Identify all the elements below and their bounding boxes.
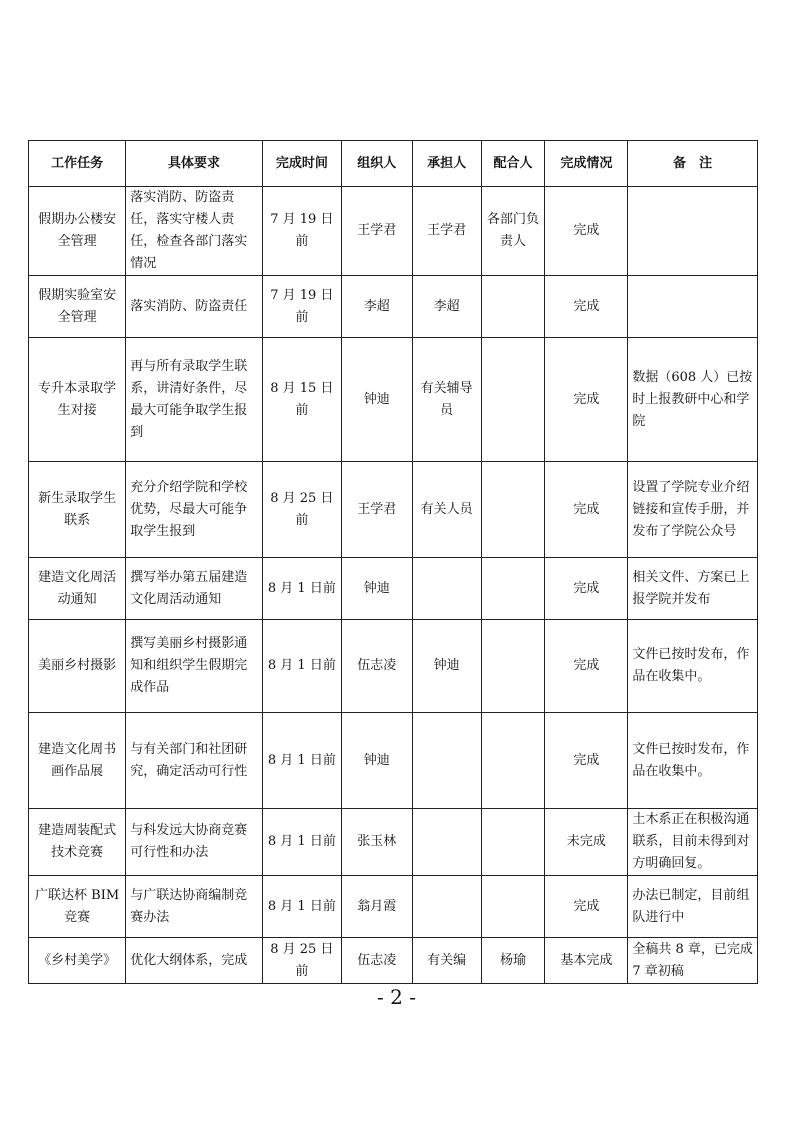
cell-remarks: 文件已按时发布，作品在收集中。 xyxy=(628,620,758,713)
cell-deadline: 8 月 25 日前 xyxy=(262,938,341,984)
table-row xyxy=(29,462,758,558)
cell-deadline: 8 月 1 日前 xyxy=(262,620,341,713)
header-cooperator: 配合人 xyxy=(481,141,545,187)
cell-organizer: 钟迪 xyxy=(341,713,412,809)
cell-deadline: 8 月 1 日前 xyxy=(262,558,341,620)
header-organizer: 组织人 xyxy=(341,141,412,187)
cell-remarks xyxy=(628,187,758,276)
header-requirement: 具体要求 xyxy=(126,141,263,187)
cell-remarks: 数据（608 人）已按时上报教研中心和学院 xyxy=(628,338,758,462)
table-row xyxy=(29,713,758,809)
cell-status: 完成 xyxy=(545,187,628,276)
table-row xyxy=(29,620,758,713)
cell-cooperator xyxy=(481,620,545,713)
cell-undertaker xyxy=(412,558,481,620)
cell-cooperator xyxy=(481,276,545,338)
cell-requirement: 与广联达协商编制竞赛办法 xyxy=(126,876,263,938)
cell-remarks xyxy=(628,276,758,338)
cell-organizer: 张玉林 xyxy=(341,809,412,876)
cell-requirement: 落实消防、防盗责任，落实守楼人责任，检查各部门落实情况 xyxy=(126,187,263,276)
cell-task: 《乡村美学》 xyxy=(29,938,126,984)
cell-organizer: 钟迪 xyxy=(341,558,412,620)
cell-requirement: 充分介绍学院和学校优势，尽最大可能争取学生报到 xyxy=(126,462,263,558)
header-deadline: 完成时间 xyxy=(262,141,341,187)
cell-cooperator xyxy=(481,558,545,620)
cell-cooperator xyxy=(481,462,545,558)
header-remarks: 备 注 xyxy=(628,141,758,187)
cell-organizer: 伍志凌 xyxy=(341,938,412,984)
cell-deadline: 8 月 1 日前 xyxy=(262,809,341,876)
cell-task: 专升本录取学生对接 xyxy=(29,338,126,462)
cell-requirement: 落实消防、防盗责任 xyxy=(126,276,263,338)
table-row xyxy=(29,187,758,276)
cell-requirement: 优化大纲体系，完成 xyxy=(126,938,263,984)
table-row xyxy=(29,938,758,984)
table-row xyxy=(29,558,758,620)
cell-requirement: 再与所有录取学生联系，讲清好条件，尽最大可能争取学生报到 xyxy=(126,338,263,462)
cell-task: 新生录取学生联系 xyxy=(29,462,126,558)
cell-task: 建造文化周书画作品展 xyxy=(29,713,126,809)
cell-remarks: 文件已按时发布，作品在收集中。 xyxy=(628,713,758,809)
header-status: 完成情况 xyxy=(545,141,628,187)
cell-undertaker: 有关编 xyxy=(412,938,481,984)
cell-task: 建造周装配式技术竞赛 xyxy=(29,809,126,876)
cell-undertaker: 钟迪 xyxy=(412,620,481,713)
cell-task: 美丽乡村摄影 xyxy=(29,620,126,713)
cell-status: 完成 xyxy=(545,462,628,558)
cell-undertaker xyxy=(412,713,481,809)
cell-remarks: 相关文件、方案已上报学院并发布 xyxy=(628,558,758,620)
cell-undertaker xyxy=(412,876,481,938)
cell-status: 基本完成 xyxy=(545,938,628,984)
cell-status: 完成 xyxy=(545,876,628,938)
cell-deadline: 8 月 1 日前 xyxy=(262,713,341,809)
cell-undertaker xyxy=(412,809,481,876)
cell-remarks: 土木系正在积极沟通联系，目前未得到对方明确回复。 xyxy=(628,809,758,876)
cell-requirement: 与有关部门和社团研究，确定活动可行性 xyxy=(126,713,263,809)
cell-requirement: 与科发远大协商竞赛可行性和办法 xyxy=(126,809,263,876)
cell-organizer: 钟迪 xyxy=(341,338,412,462)
table-header-row xyxy=(29,141,758,187)
cell-requirement: 撰写举办第五届建造文化周活动通知 xyxy=(126,558,263,620)
header-task: 工作任务 xyxy=(29,141,126,187)
table-row xyxy=(29,338,758,462)
cell-remarks: 设置了学院专业介绍链接和宣传手册，并发布了学院公众号 xyxy=(628,462,758,558)
cell-task: 假期实验室安全管理 xyxy=(29,276,126,338)
table-row xyxy=(29,876,758,938)
cell-task: 假期办公楼安全管理 xyxy=(29,187,126,276)
cell-organizer: 李超 xyxy=(341,276,412,338)
cell-cooperator xyxy=(481,338,545,462)
cell-undertaker: 王学君 xyxy=(412,187,481,276)
cell-cooperator: 各部门负责人 xyxy=(481,187,545,276)
header-undertaker: 承担人 xyxy=(412,141,481,187)
cell-organizer: 伍志凌 xyxy=(341,620,412,713)
cell-task: 广联达杯 BIM 竞赛 xyxy=(29,876,126,938)
page-number: - 2 - xyxy=(377,985,416,1009)
cell-status: 完成 xyxy=(545,338,628,462)
work-task-table xyxy=(28,140,758,984)
cell-deadline: 7 月 19 日前 xyxy=(262,187,341,276)
cell-requirement: 撰写美丽乡村摄影通知和组织学生假期完成作品 xyxy=(126,620,263,713)
table-row xyxy=(29,809,758,876)
cell-status: 完成 xyxy=(545,558,628,620)
cell-cooperator xyxy=(481,876,545,938)
cell-cooperator: 杨瑜 xyxy=(481,938,545,984)
cell-remarks: 办法已制定，目前组队进行中 xyxy=(628,876,758,938)
cell-status: 完成 xyxy=(545,276,628,338)
cell-cooperator xyxy=(481,713,545,809)
cell-deadline: 8 月 15 日前 xyxy=(262,338,341,462)
cell-status: 完成 xyxy=(545,620,628,713)
cell-remarks: 全稿共 8 章，已完成 7 章初稿 xyxy=(628,938,758,984)
cell-status: 完成 xyxy=(545,713,628,809)
cell-status: 未完成 xyxy=(545,809,628,876)
cell-deadline: 8 月 25 日前 xyxy=(262,462,341,558)
table-row xyxy=(29,276,758,338)
cell-undertaker: 李超 xyxy=(412,276,481,338)
cell-deadline: 7 月 19 日前 xyxy=(262,276,341,338)
cell-organizer: 王学君 xyxy=(341,462,412,558)
cell-deadline: 8 月 1 日前 xyxy=(262,876,341,938)
cell-organizer: 翁月霞 xyxy=(341,876,412,938)
cell-undertaker: 有关辅导员 xyxy=(412,338,481,462)
cell-task: 建造文化周活动通知 xyxy=(29,558,126,620)
cell-organizer: 王学君 xyxy=(341,187,412,276)
cell-cooperator xyxy=(481,809,545,876)
cell-undertaker: 有关人员 xyxy=(412,462,481,558)
